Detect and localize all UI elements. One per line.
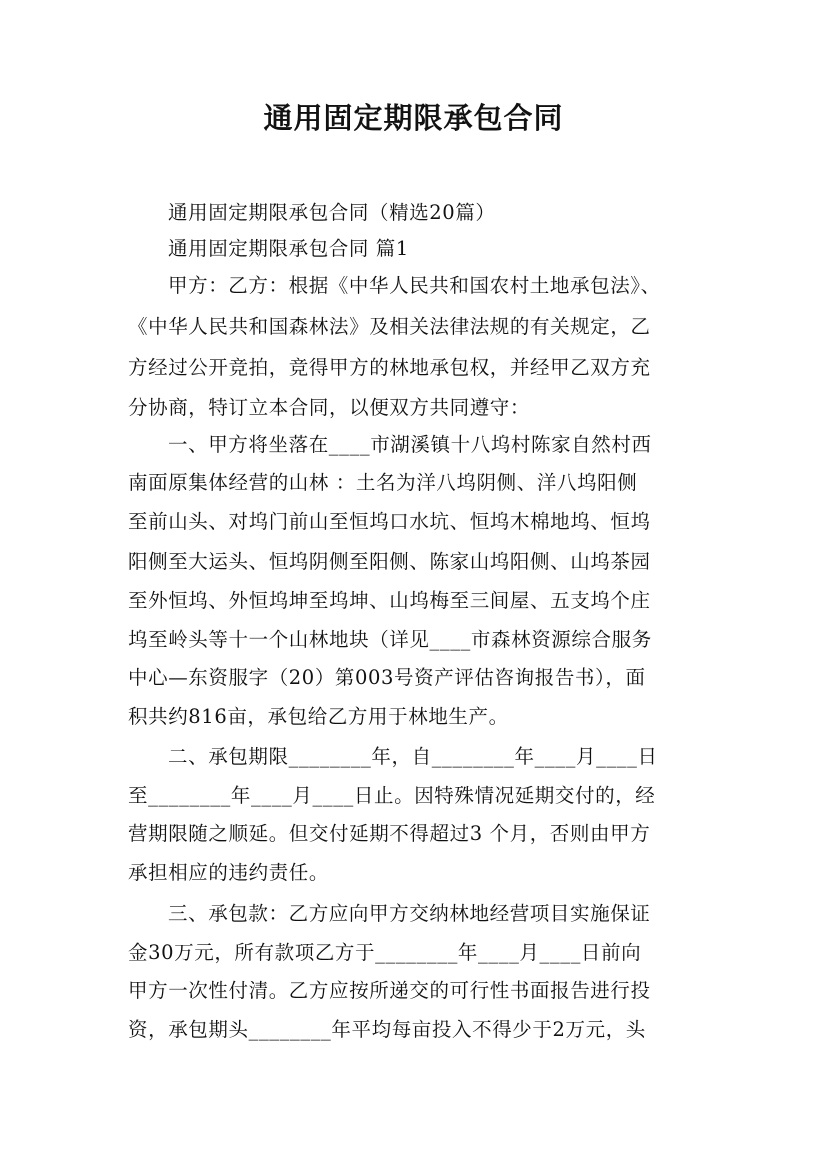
paragraph-line: 坞至岭头等十一个山林地块（详见____市森林资源综合服务 — [128, 628, 652, 651]
paragraph-line: 至________年____月____日止。因特殊情况延期交付的，经 — [128, 784, 656, 807]
paragraph-line: 《中华人民共和国森林法》及相关法律法规的有关规定，乙 — [128, 315, 651, 338]
paragraph-line: 中心—东资服字（20）第003号资产评估咨询报告书），面 — [128, 666, 646, 689]
paragraph-line: 三、承包款：乙方应向甲方交纳林地经营项目实施保证 — [168, 902, 651, 925]
paragraph-line: 一、甲方将坐落在____市湖溪镇十八坞村陈家自然村西 — [168, 433, 652, 456]
paragraph-line: 阳侧至大运头、恒坞阴侧至阳侧、陈家山坞阳侧、山坞茶园 — [128, 550, 651, 573]
paragraph-line: 资，承包期头________年平均每亩投入不得少于2万元，头 — [128, 1018, 646, 1041]
paragraph-line: 分协商，特订立本合同，以便双方共同遵守： — [128, 396, 531, 419]
section-heading: 通用固定期限承包合同 篇1 — [168, 237, 409, 260]
paragraph-line: 至外恒坞、外恒坞坤至坞坤、山坞梅至三间屋、五支坞个庄 — [128, 589, 651, 612]
document-title: 通用固定期限承包合同 — [263, 101, 564, 135]
paragraph-line: 营期限随之顺延。但交付延期不得超过3 个月，否则由甲方 — [128, 822, 651, 845]
paragraph-line: 方经过公开竞拍，竞得甲方的林地承包权，并经甲乙双方充 — [128, 356, 651, 379]
paragraph-line: 金30万元，所有款项乙方于________年____月____日前向 — [128, 941, 642, 964]
paragraph-line: 南面原集体经营的山林 ：土名为洋八坞阴侧、洋八坞阳侧 — [128, 471, 638, 494]
paragraph-line: 承担相应的违约责任。 — [128, 861, 330, 884]
paragraph-line: 二、承包期限________年，自________年____月____日 — [168, 745, 658, 768]
paragraph-line: 至前山头、对坞门前山至恒坞口水坑、恒坞木棉地坞、恒坞 — [128, 510, 651, 533]
subtitle-line: 通用固定期限承包合同（精选20篇） — [168, 201, 496, 224]
paragraph-line: 甲方一次性付清。乙方应按所递交的可行性书面报告进行投 — [128, 979, 651, 1002]
paragraph-line: 积共约816亩，承包给乙方用于林地生产。 — [128, 705, 509, 728]
paragraph-line: 甲方：乙方：根据《中华人民共和国农村土地承包法》、 — [168, 274, 661, 297]
